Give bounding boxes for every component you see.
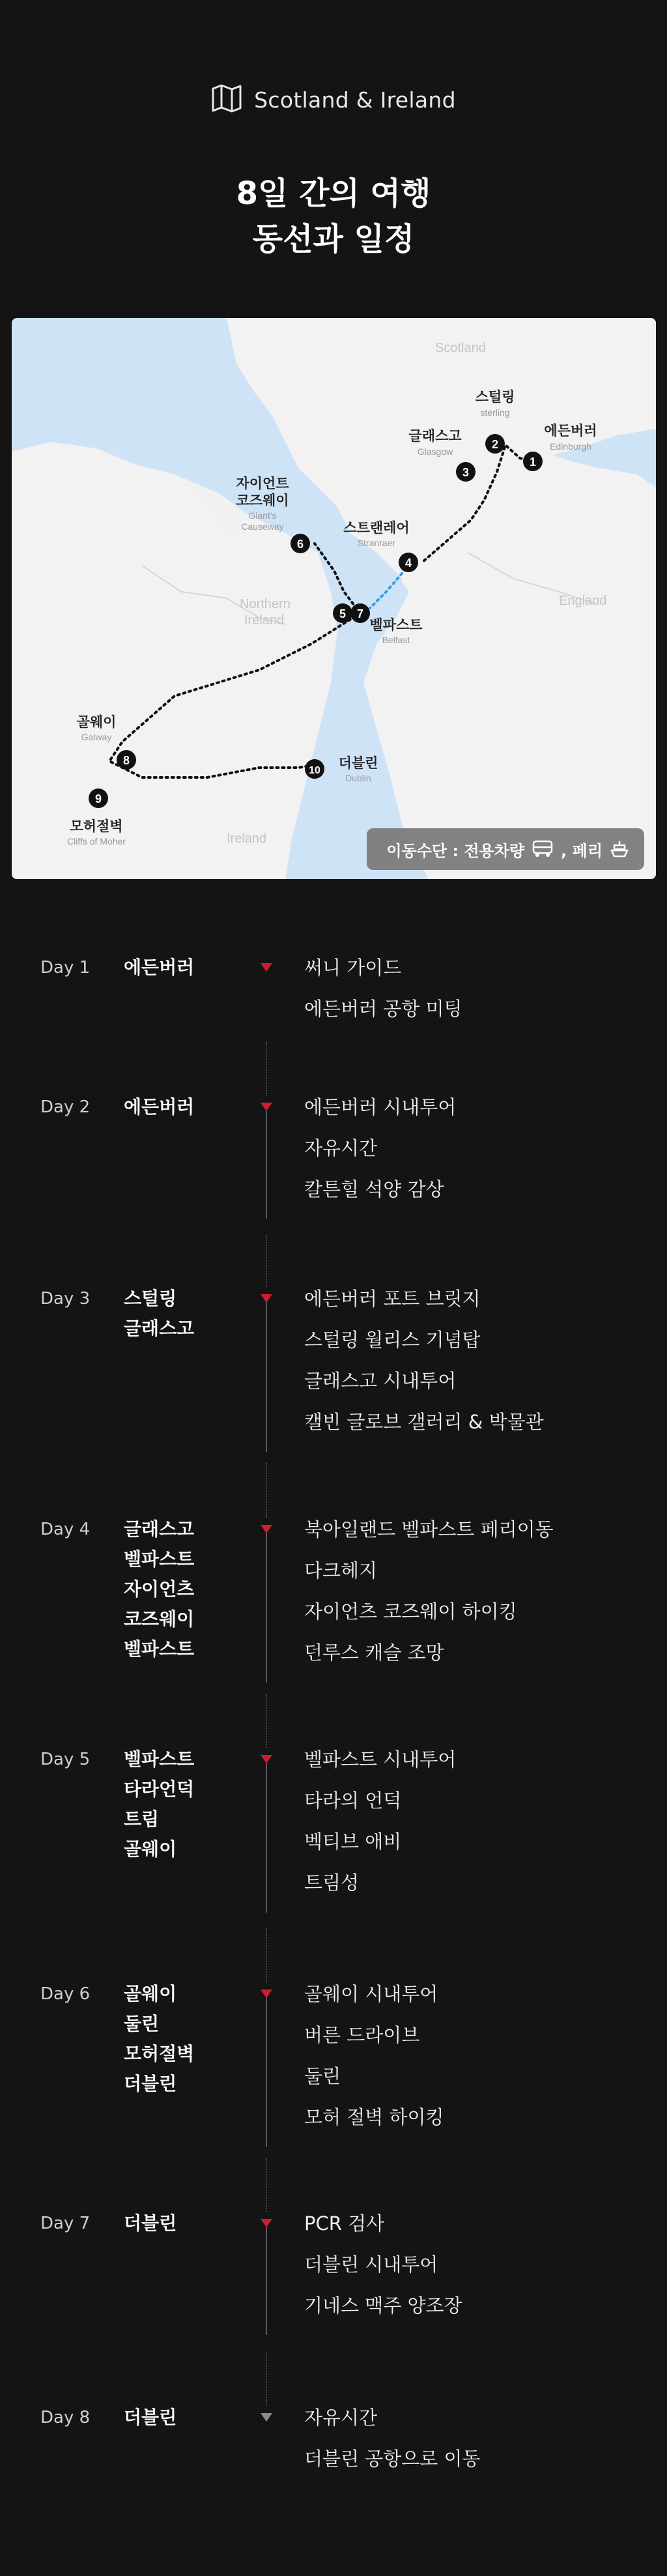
activity: 더블린 공항으로 이동 [304, 2448, 481, 2470]
day-cities: 글래스고 벨파스트 자이언츠 코즈웨이 벨파스트 [124, 1518, 195, 1660]
day-activities [304, 2397, 481, 2480]
day-label: Day 4 [40, 1520, 91, 1539]
day-cities: 스털링 글래스고 [124, 1288, 195, 1339]
marker-3 [456, 462, 475, 482]
activity: 북아일랜드 벨파스트 페리이동 [304, 1518, 554, 1541]
place-galway-en: Galway [81, 732, 112, 742]
label-england: England [559, 594, 607, 608]
activity: 칼튼힐 석양 감상 [304, 1178, 444, 1200]
day-cities: 벨파스트 타라언덕 트림 골웨이 [124, 1748, 195, 1860]
day-label: Day 3 [40, 1289, 91, 1309]
place-glasgow-en: Glasgow [417, 446, 453, 457]
svg-text:4: 4 [404, 557, 412, 570]
place-giants-ko: 자이언트 [236, 476, 289, 491]
marker-6 [291, 534, 310, 553]
place-giants-en: Giant's [248, 510, 277, 521]
activity: 자이언츠 코즈웨이 하이킹 [304, 1600, 517, 1623]
day-label: Day 2 [40, 1097, 91, 1117]
activity: 둘린 [304, 2065, 341, 2087]
svg-text:6: 6 [296, 538, 304, 551]
activity: 타라의 언덕 [304, 1789, 402, 1812]
label-scotland: Scotland [435, 341, 486, 355]
place-giants-ko2: 코즈웨이 [236, 493, 289, 508]
activity: 벡티브 애비 [304, 1831, 402, 1853]
timeline-marker [261, 2413, 272, 2422]
day-activities [304, 1087, 456, 1210]
place-edinburgh-ko: 에든버러 [544, 424, 597, 439]
activity: 트림성 [304, 1872, 360, 1894]
activity: 에든버러 공항 미팅 [304, 998, 462, 1020]
svg-text:8: 8 [122, 754, 130, 767]
day-cities: 에든버러 [124, 957, 195, 978]
place-moher-en: Cliffs of Moher [67, 836, 126, 847]
day-cities: 더블린 [124, 2212, 177, 2234]
activity: 던루스 캐슬 조망 [304, 1642, 444, 1664]
label-northern-2: Ireland [244, 613, 285, 628]
marker-9 [89, 789, 108, 808]
timeline-connector [266, 1463, 267, 1518]
svg-text:10: 10 [309, 765, 320, 776]
transport-badge [367, 828, 644, 870]
timeline-line [266, 2227, 267, 2335]
activity: PCR 검사 [304, 2212, 385, 2235]
label-northern-1: Northern [240, 597, 291, 611]
activity: 버른 드라이브 [304, 2024, 420, 2046]
place-glasgow-ko: 글래스고 [408, 429, 462, 444]
header [0, 83, 667, 116]
svg-text:3: 3 [462, 466, 470, 479]
place-stirling-en: sterling [480, 407, 510, 418]
ferry-label: , 페리 [561, 841, 603, 860]
timeline-connector [266, 1928, 267, 1982]
place-belfast-en: Belfast [382, 635, 410, 645]
place-giants-en2: Causeway [241, 521, 284, 532]
day-activities [304, 1739, 456, 1903]
timeline-connector [266, 1694, 267, 1748]
label-ireland: Ireland [227, 832, 267, 846]
activity: 더블린 시내투어 [304, 2253, 438, 2276]
svg-text:7: 7 [356, 607, 364, 620]
place-dublin-ko: 더블린 [338, 756, 378, 771]
activity: 에든버러 시내투어 [304, 1096, 457, 1118]
timeline-line [266, 1533, 267, 1683]
activity: 다크헤지 [304, 1559, 378, 1582]
day-activities [304, 948, 462, 1030]
timeline-line [266, 1763, 267, 1913]
transport-label: 이동수단 : 전용차량 [386, 841, 525, 860]
day-label: Day 6 [40, 1984, 91, 2004]
day-activities [304, 1509, 554, 1673]
timeline-line [266, 1302, 267, 1452]
svg-text:2: 2 [491, 438, 499, 451]
timeline-line [266, 1997, 267, 2147]
timeline-connector [266, 2352, 267, 2406]
activity: 자유시간 [304, 2407, 378, 2429]
activity: 스털링 월리스 기념탑 [304, 1329, 481, 1351]
timeline-connector [266, 1041, 267, 1096]
day-activities [304, 1974, 444, 2138]
activity: 벨파스트 시내투어 [304, 1748, 457, 1771]
timeline-marker [261, 963, 272, 972]
activity: 캘빈 글로브 갤러리 & 박물관 [304, 1411, 544, 1433]
day-label: Day 1 [40, 958, 91, 977]
place-stirling-ko: 스털링 [475, 390, 515, 405]
activity: 자유시간 [304, 1137, 378, 1159]
day-cities: 더블린 [124, 2407, 177, 2428]
ferry-icon [609, 839, 630, 860]
place-edinburgh-en: Edinburgh [550, 441, 591, 452]
marker-4 [399, 553, 418, 572]
timeline-connector [266, 1235, 267, 1287]
activity: 글래스고 시내투어 [304, 1370, 457, 1392]
map-icon [211, 84, 242, 115]
svg-text:1: 1 [529, 456, 537, 469]
page-title-line1: 8일 간의 여행 [236, 175, 431, 212]
timeline-connector [266, 2158, 267, 2212]
activity: 골웨이 시내투어 [304, 1983, 438, 2005]
timeline-line [266, 1110, 267, 1219]
place-stranraer-en: Stranraer [357, 538, 396, 548]
day-cities: 에든버러 [124, 1096, 195, 1118]
day-label: Day 8 [40, 2408, 91, 2427]
day-activities [304, 2203, 462, 2326]
place-stranraer-ko: 스트랜레어 [343, 521, 410, 536]
route-map [12, 318, 656, 879]
marker-5 [333, 603, 352, 623]
day-label: Day 5 [40, 1750, 91, 1769]
place-moher-ko: 모허절벽 [70, 819, 123, 834]
activity: 기네스 맥주 양조장 [304, 2294, 462, 2317]
marker-10 [305, 759, 324, 779]
svg-text:5: 5 [339, 607, 347, 620]
place-dublin-en: Dublin [345, 773, 371, 783]
activity: 써니 가이드 [304, 957, 402, 979]
marker-1 [523, 452, 543, 471]
marker-7 [350, 603, 370, 623]
activity: 에든버러 포트 브릿지 [304, 1288, 481, 1310]
svg-text:9: 9 [94, 792, 102, 805]
header-title: Scotland & Ireland [254, 87, 456, 113]
car-icon [531, 839, 554, 859]
marker-2 [485, 434, 505, 454]
activity: 모허 절벽 하이킹 [304, 2106, 444, 2128]
day-cities: 골웨이 둘린 모허절벽 더블린 [124, 1983, 195, 2094]
marker-8 [117, 750, 136, 770]
page-title-line2: 동선과 일정 [252, 221, 415, 257]
page-title [0, 171, 667, 262]
day-label: Day 7 [40, 2214, 91, 2233]
day-activities [304, 1279, 544, 1443]
place-galway-ko: 골웨이 [76, 715, 117, 730]
place-belfast-ko: 벨파스트 [369, 618, 423, 633]
